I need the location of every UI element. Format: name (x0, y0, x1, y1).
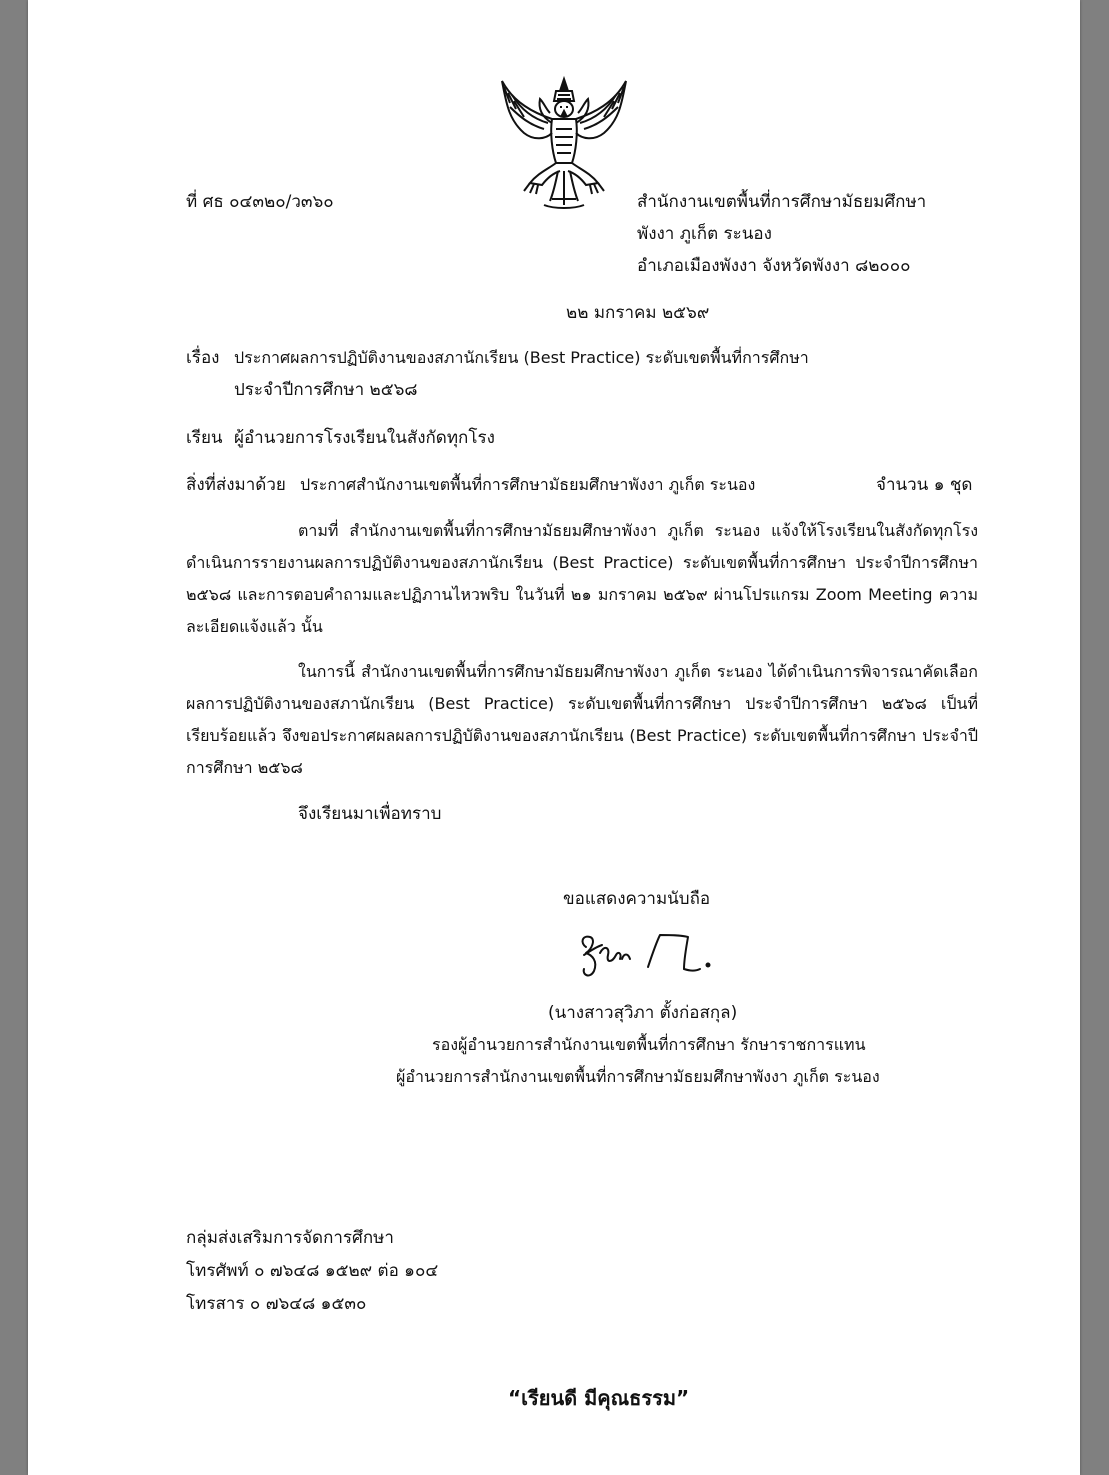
recipient-text: ผู้อำนวยการโรงเรียนในสังกัดทุกโรง (234, 428, 495, 448)
reference-number: ที่ ศธ ๐๔๓๒๐/ว๓๖๐ (186, 192, 334, 212)
signer-position-1: รองผู้อำนวยการสำนักงานเขตพื้นที่การศึกษา รักษาราชการแทน (432, 1035, 866, 1054)
office-address: อำเภอเมืองพังงา จังหวัดพังงา ๘๒๐๐๐ (637, 256, 911, 276)
attachment-quantity: จำนวน ๑ ชุด (876, 475, 973, 495)
office-name-line-2: พังงา ภูเก็ต ระนอง (637, 224, 772, 244)
subject-line-2: ประจำปีการศึกษา ๒๕๖๘ (234, 380, 418, 400)
subject-label: เรื่อง (186, 348, 220, 368)
body-paragraph-1: ตามที่ สำนักงานเขตพื้นที่การศึกษามัธยมศึกษาพังงา ภูเก็ต ระนอง แจ้งให้โรงเรียนในสังกัดทุกโรง ดำเนินการรายงานผลการปฏิบัติงานของสภานักเรียน (Best Practice) ระดับเขตพื้นที่การศึกษา ประจำปีการศึกษา ๒๕๖๘ และการตอบคำถามและปฏิภานไหวพริบ ในวันที่ ๒๑ มกราคม ๒๕๖๙ ผ่านโปรแกรม Zoom Meeting ความละเอียดแจ้งแล้ว นั้น (186, 521, 978, 636)
subject-line-1: ประกาศผลการปฏิบัติงานของสภานักเรียน (Best Practice) ระดับเขตพื้นที่การศึกษา (234, 348, 809, 367)
handwritten-signature (572, 925, 722, 985)
motto: “เรียนดี มีคุณธรรม” (508, 1386, 690, 1410)
body-paragraph-2: ในการนี้ สำนักงานเขตพื้นที่การศึกษามัธยมศึกษาพังงา ภูเก็ต ระนอง ได้ดำเนินการพิจารณาคัดเลือกผลการปฏิบัติงานของสภานักเรียน (Best Practice) ระดับเขตพื้นที่การศึกษา ประจำปีการศึกษา ๒๕๖๘ เป็นที่เรียบร้อยแล้ว จึงขอประกาศผลผลการปฏิบัติงานของสภานักเรียน (Best Practice) ระดับเขตพื้นที่การศึกษา ประจำปีการศึกษา ๒๕๖๘ (186, 662, 979, 777)
signer-name: (นางสาวสุวิภา ตั้งก่อสกุล) (548, 1003, 738, 1023)
garuda-emblem-icon (494, 73, 634, 213)
attachment-text: ประกาศสำนักงานเขตพื้นที่การศึกษามัธยมศึกษาพังงา ภูเก็ต ระนอง (300, 475, 756, 494)
salutation: ขอแสดงความนับถือ (563, 889, 711, 909)
letter-date: ๒๒ มกราคม ๒๕๖๙ (566, 303, 710, 323)
closing-request: จึงเรียนมาเพื่อทราบ (298, 804, 442, 824)
department-name: กลุ่มส่งเสริมการจัดการศึกษา (186, 1228, 394, 1248)
fax-number: โทรสาร ๐ ๗๖๔๘ ๑๕๓๐ (186, 1294, 367, 1314)
office-name-line-1: สำนักงานเขตพื้นที่การศึกษามัธยมศึกษา (637, 192, 927, 212)
attachment-label: สิ่งที่ส่งมาด้วย (186, 475, 286, 495)
phone-number: โทรศัพท์ ๐ ๗๖๔๘ ๑๕๒๙ ต่อ ๑๐๔ (186, 1261, 439, 1281)
signer-position-2: ผู้อำนวยการสำนักงานเขตพื้นที่การศึกษามัธยมศึกษาพังงา ภูเก็ต ระนอง (396, 1067, 880, 1086)
recipient-label: เรียน (186, 428, 223, 448)
